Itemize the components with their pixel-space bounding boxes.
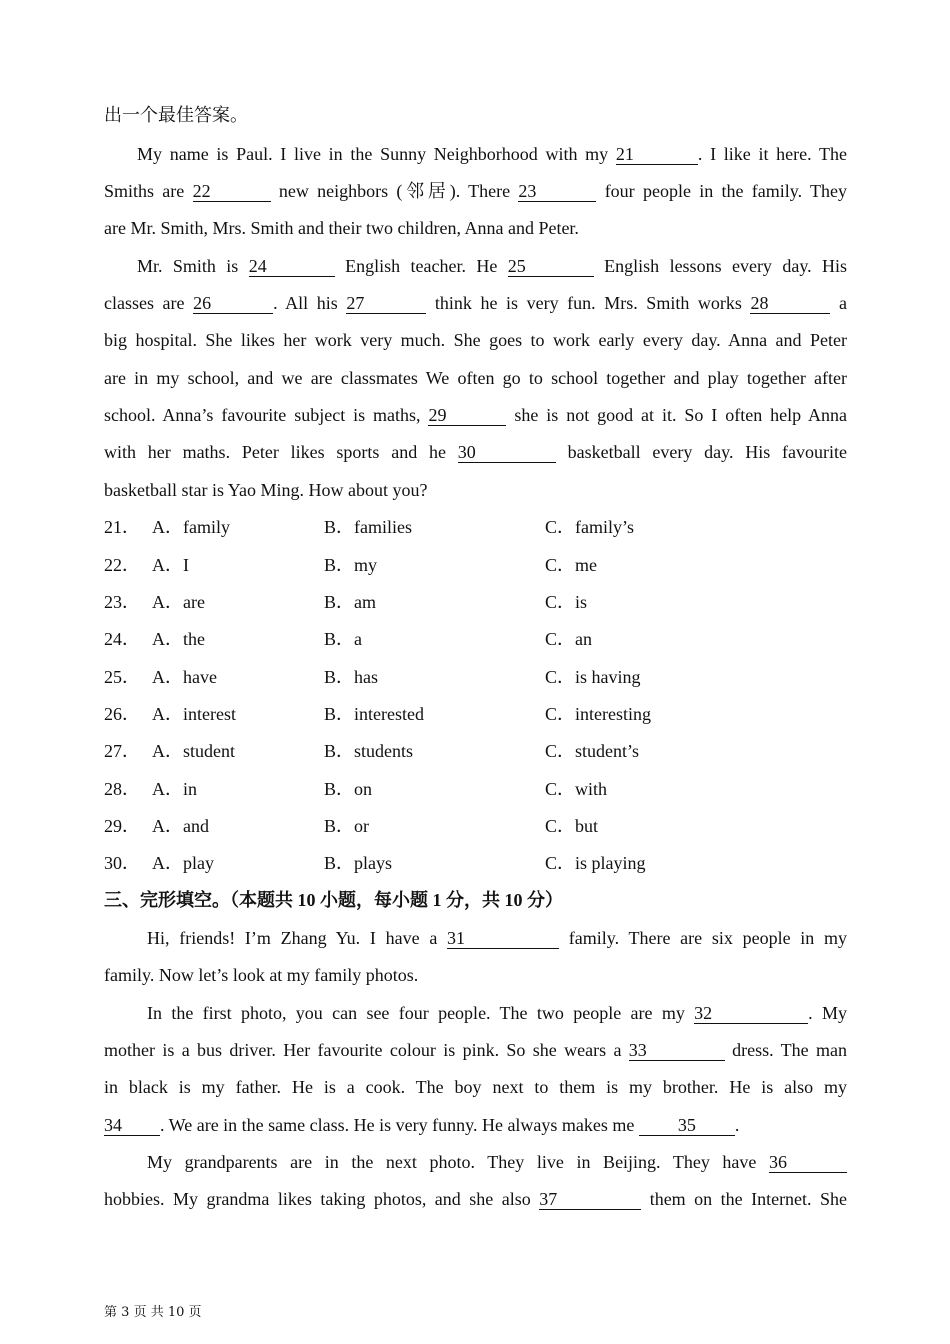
footer-text: 第 [104,1305,118,1320]
blank-30: 30 [458,442,556,463]
text: mother is a bus driver. Her favourite colour is pink. So she wears a [104,1040,622,1060]
question-number: 21． [104,517,140,537]
option-a[interactable]: A．play [152,853,214,873]
footer-text: 页 共 [133,1305,164,1320]
option-a[interactable]: A．interest [152,704,236,724]
option-c[interactable]: C．but [545,816,599,836]
blank-26: 26 [193,293,273,314]
passage-line [104,440,847,464]
question-number: 24． [104,629,140,649]
page-footer [104,1301,202,1320]
option-a[interactable]: A．family [152,517,230,537]
text: dress. The man [732,1040,847,1060]
passage-line [147,1150,847,1174]
option-b[interactable]: B．students [324,741,414,761]
heading-number: 1 [432,890,442,910]
text: . My [808,1003,848,1023]
option-a[interactable]: A．the [152,629,205,649]
passage-line: are in my school, and we are classmates We often go to school together and play together after [104,368,847,388]
text: . All his [273,293,338,313]
question-number: 25． [104,667,140,687]
page-number: 3 [121,1305,130,1320]
heading-text: 小题，每小题 [320,890,428,910]
text: them on the Internet. She [649,1189,848,1209]
blank-27: 27 [346,293,426,314]
text: Mr. Smith is [137,256,239,276]
option-b[interactable]: B．or [324,816,369,836]
option-b[interactable]: B．interested [324,704,424,724]
passage-line: in black is my father. He is a cook. The boy next to them is my brother. He is also my [104,1077,847,1097]
section-heading [104,888,847,912]
footer-text: 页 [188,1305,202,1320]
passage-line [137,142,847,166]
text: a [839,293,848,313]
option-a[interactable]: A．in [152,779,197,799]
heading-text: 分） [527,890,563,910]
passage-line [104,1038,847,1062]
blank-22: 22 [193,181,271,202]
option-b[interactable]: B．am [324,592,376,612]
question-number: 30． [104,853,140,873]
option-b[interactable]: B．on [324,779,373,799]
page-total: 10 [167,1305,185,1320]
passage-line [137,254,847,278]
text: My name is Paul. I live in the Sunny Neighborhood with my [137,144,609,164]
text: hobbies. My grandma likes taking photos, and she also [104,1189,531,1209]
question-number: 27． [104,741,140,761]
intro-tail: 出一个最佳答案。 [104,105,248,125]
text: new neighbors (邻居). There [278,181,511,201]
heading-number: 10 [504,890,523,910]
text: classes are [104,293,185,313]
option-c[interactable]: C．family’s [545,517,634,537]
text: four people in the family. They [604,181,848,201]
option-b[interactable]: B．has [324,667,378,687]
passage-line [104,179,847,203]
blank-32: 32 [694,1003,808,1024]
option-c[interactable]: C．me [545,555,597,575]
text: . [734,1115,740,1135]
heading-text: 三、完形填空。（本题共 [104,890,293,910]
passage-line [104,291,847,315]
heading-text: 分，共 [446,890,500,910]
passage-line [147,926,847,950]
option-c[interactable]: C．student’s [545,741,640,761]
option-c[interactable]: C．is having [545,667,641,687]
option-a[interactable]: A．I [152,555,189,575]
text: Smiths are [104,181,185,201]
blank-21: 21 [616,144,698,165]
passage-line: family. Now let’s look at my family photos. [104,965,419,985]
passage-line [104,1187,847,1211]
option-c[interactable]: C．with [545,779,608,799]
text: In the first photo, you can see four people. The two people are my [147,1003,685,1023]
blank-37: 37 [539,1189,641,1210]
question-number: 26． [104,704,140,724]
passage-line: basketball star is Yao Ming. How about you? [104,480,428,500]
blank-25: 25 [508,256,594,277]
text: basketball every day. His favourite [567,442,848,462]
text: think he is very fun. Mrs. Smith works [434,293,742,313]
text: with her maths. Peter likes sports and he [104,442,446,462]
option-b[interactable]: B．a [324,629,362,649]
option-a[interactable]: A．are [152,592,205,612]
passage-line: big hospital. She likes her work very much. She goes to work early every day. Anna and Peter [104,330,847,350]
question-number: 22． [104,555,140,575]
blank-31: 31 [447,928,559,949]
blank-29: 29 [428,405,506,426]
option-c[interactable]: C．is playing [545,853,646,873]
option-c[interactable]: C．is [545,592,588,612]
question-number: 29． [104,816,140,836]
text: school. Anna’s favourite subject is maths, [104,405,421,425]
blank-23: 23 [518,181,596,202]
blank-36: 36 [769,1152,847,1173]
question-number: 28． [104,779,140,799]
text: English lessons every day. His [604,256,848,276]
text: Hi, friends! I’m Zhang Yu. I have a [147,928,438,948]
text: My grandparents are in the next photo. They live in Beijing. They have [147,1152,757,1172]
text: . We are in the same class. He is very funny. He always makes me [160,1115,635,1135]
option-a[interactable]: A．student [152,741,235,761]
question-number: 23． [104,592,140,612]
option-b[interactable]: B．my [324,555,378,575]
text: . I like it here. The [697,144,847,164]
option-b[interactable]: B．families [324,517,412,537]
text: family. There are six people in my [568,928,848,948]
text: she is not good at it. So I often help Anna [514,405,848,425]
blank-34: 34 [104,1115,160,1136]
option-b[interactable]: B．plays [324,853,393,873]
text: English teacher. He [345,256,498,276]
blank-24: 24 [249,256,335,277]
option-c[interactable]: C．interesting [545,704,651,724]
passage-line [147,1001,847,1025]
blank-28: 28 [750,293,830,314]
blank-33: 33 [629,1040,725,1061]
option-a[interactable]: A．have [152,667,217,687]
passage-line [104,403,847,427]
option-c[interactable]: C．an [545,629,592,649]
heading-number: 10 [297,890,316,910]
passage-line [104,1113,847,1137]
blank-35: 35 [639,1115,735,1136]
option-a[interactable]: A．and [152,816,209,836]
passage-line: are Mr. Smith, Mrs. Smith and their two children, Anna and Peter. [104,218,579,238]
